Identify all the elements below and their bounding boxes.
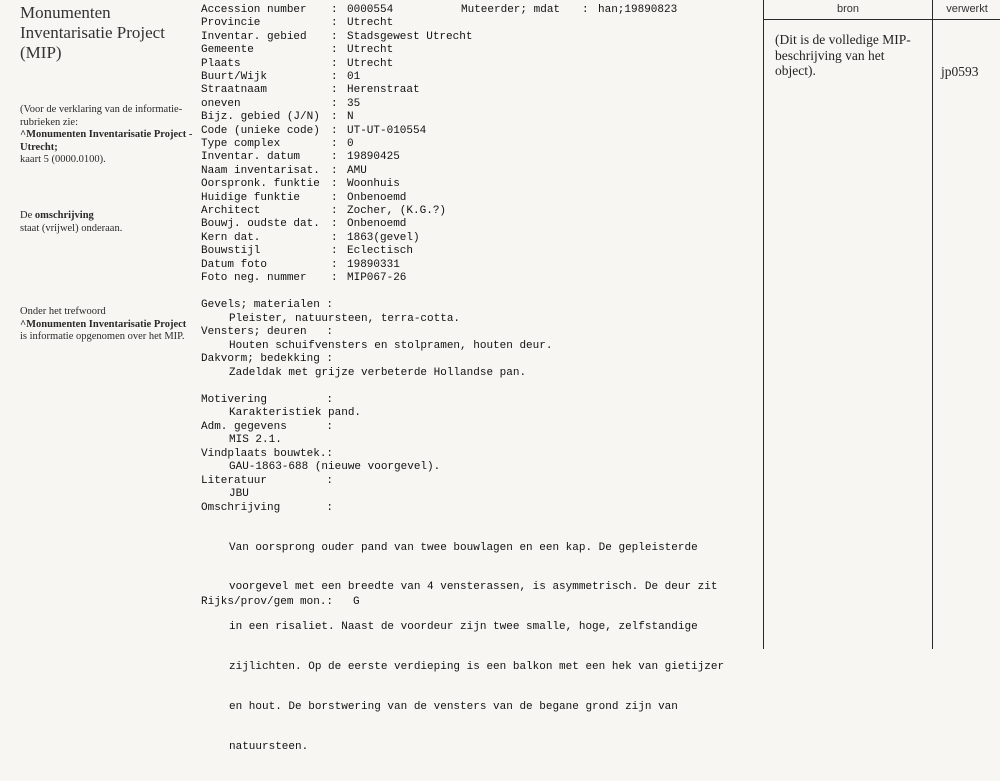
field-label: Straatnaam (201, 84, 268, 97)
field-colon: : (331, 84, 338, 97)
field-label: oneven (201, 97, 241, 110)
field-label: Type complex (201, 138, 281, 150)
field-label: Code (unieke code) (201, 124, 320, 137)
field-colon: : (331, 164, 338, 177)
sidebar (0, 0, 195, 649)
page-title: Monumenten Inventarisatie Project (MIP) (20, 3, 165, 62)
motivering-label: Motivering : (201, 394, 334, 406)
note-description-keyword: omschrijving (34, 210, 94, 221)
field-label: Bouwstijl (201, 245, 261, 258)
field-value: MIP067-26 (347, 272, 407, 284)
mutator-value: han;19890823 (598, 4, 678, 16)
field-value: Woonhuis (347, 178, 400, 191)
field-value: 19890331 (347, 258, 400, 271)
verwerkt-text: jp0593 (941, 64, 979, 79)
field-colon: : (331, 30, 338, 43)
field-label: Plaats (201, 57, 241, 70)
field-value: Stadsgewest Utrecht (347, 30, 473, 43)
record-card (201, 2, 761, 754)
literatuur-value: JBU (229, 488, 249, 500)
note-description-pre: De (20, 210, 33, 221)
field-label: Naam inventarisat. (201, 164, 320, 177)
field-value: 35 (347, 97, 361, 110)
note-keyword (20, 306, 195, 344)
field-value: Onbenoemd (347, 218, 407, 231)
bron-header-label: bron (836, 3, 860, 15)
gevels-label: Gevels; materialen : (201, 299, 334, 311)
note-explanation-text: (Voor de verklaring van de informatie-rubrieken zie: (20, 104, 183, 128)
omschrijving-line: zijlichten. Op de eerste verdieping is een balkon met een hek van gietijzer (229, 661, 725, 674)
omschrijving-line: in een risaliet. Naast de voordeur zijn twee smalle, hoge, zelfstandige (229, 621, 698, 634)
field-colon: : (331, 4, 338, 16)
field-colon: : (331, 97, 338, 110)
field-label: Architect (201, 205, 261, 217)
motivering-value: Karakteristiek pand. (229, 407, 362, 419)
field-value: Utrecht (347, 57, 394, 70)
field-label: Accession number (201, 4, 307, 16)
field-label: Gemeente (201, 44, 254, 57)
field-label: Bouwj. oudste dat. (201, 218, 320, 231)
field-colon: : (331, 272, 338, 284)
adm-value: MIS 2.1. (229, 434, 282, 446)
column-divider (932, 0, 933, 649)
field-label: Bijz. gebied (J/N) (201, 111, 320, 124)
field-label: Foto neg. nummer (201, 272, 307, 284)
field-colon: : (331, 138, 338, 150)
gevels-value: Pleister, natuursteen, terra-cotta. (229, 313, 461, 325)
field-colon: : (331, 178, 338, 191)
omschrijving-line: en hout. De borstwering van de vensters van de begane grond zijn van (229, 701, 678, 714)
vindplaats-value: GAU-1863-688 (nieuwe voorgevel). (229, 461, 441, 473)
field-colon: : (331, 151, 338, 164)
field-value: N (347, 111, 354, 124)
note-description-post: staat (vrijwel) onderaan. (20, 222, 123, 234)
note-explanation-card: kaart 5 (0000.0100). (20, 154, 106, 166)
field-colon: : (331, 57, 338, 70)
field-label: Kern dat. (201, 231, 261, 244)
field-colon: : (331, 245, 338, 258)
note-keyword-post: is informatie opgenomen over het MIP. (20, 331, 185, 343)
field-label: Inventar. gebied (201, 30, 307, 43)
field-colon: : (331, 218, 338, 231)
vindplaats-label: Vindplaats bouwtek.: (201, 448, 334, 460)
field-value: Onbenoemd (347, 191, 407, 204)
field-label: Inventar. datum (201, 151, 301, 164)
field-value: 1863(gevel) (347, 231, 420, 244)
bron-text: (Dit is de volledige MIP-beschrijving van het object). (775, 32, 911, 78)
literatuur-label: Literatuur : (201, 475, 334, 487)
vensters-value: Houten schuifvensters en stolpramen, houten deur. (229, 340, 553, 352)
field-value: Zocher, (K.G.?) (347, 205, 447, 217)
note-keyword-reference: ^Monumenten Inventarisatie Project (20, 318, 187, 330)
field-colon: : (331, 231, 338, 244)
verwerkt-header-label: verwerkt (946, 3, 988, 15)
field-label: Buurt/Wijk (201, 71, 268, 83)
field-value: Utrecht (347, 17, 394, 30)
mutator-colon: : (582, 4, 589, 16)
field-value: 19890425 (347, 151, 400, 164)
adm-label: Adm. gegevens : (201, 421, 334, 433)
vensters-label: Vensters; deuren : (201, 326, 334, 338)
mutator-label: Muteerder; mdat (461, 4, 561, 16)
field-value: AMU (347, 164, 367, 177)
field-colon: : (331, 17, 338, 30)
field-colon: : (331, 44, 338, 57)
field-colon: : (331, 111, 338, 124)
note-keyword-pre: Onder het trefwoord (20, 306, 106, 317)
field-value: Utrecht (347, 44, 394, 57)
field-value: 0000554 (347, 4, 394, 16)
omschrijving-line: voorgevel met een breedte van 4 vensterassen, is asymmetrisch. De deur zit (229, 581, 718, 594)
field-colon: : (331, 258, 338, 271)
field-label: Datum foto (201, 258, 268, 271)
right-panel (763, 0, 1000, 649)
field-label: Huidige funktie (201, 191, 301, 204)
dakvorm-value: Zadeldak met grijze verbeterde Hollandse pan. (229, 367, 527, 379)
field-label: Provincie (201, 17, 261, 30)
field-colon: : (331, 71, 338, 83)
field-value: 01 (347, 71, 361, 83)
field-value: 0 (347, 138, 354, 150)
field-colon: : (331, 124, 338, 137)
dakvorm-label: Dakvorm; bedekking : (201, 353, 334, 365)
rijks-value: G (353, 596, 360, 608)
verwerkt-header (933, 0, 1000, 20)
bron-header (764, 0, 932, 20)
field-value: Herenstraat (347, 84, 420, 97)
omschrijving-line: Van oorsprong ouder pand van twee bouwlagen en een kap. De gepleisterde (229, 541, 698, 554)
field-colon: : (331, 205, 338, 217)
omschrijving-label: Omschrijving : (201, 502, 334, 514)
field-colon: : (331, 191, 338, 204)
omschrijving-text (229, 515, 724, 781)
note-description (20, 210, 195, 235)
field-label: Oorspronk. funktie (201, 178, 320, 191)
field-value: UT-UT-010554 (347, 124, 427, 137)
note-explanation (20, 104, 195, 167)
note-explanation-reference: ^Monumenten Inventarisatie Project - Utrecht; (20, 129, 193, 153)
rijks-label: Rijks/prov/gem mon.: (201, 596, 334, 608)
omschrijving-line: natuursteen. (229, 741, 309, 754)
field-value: Eclectisch (347, 245, 414, 258)
